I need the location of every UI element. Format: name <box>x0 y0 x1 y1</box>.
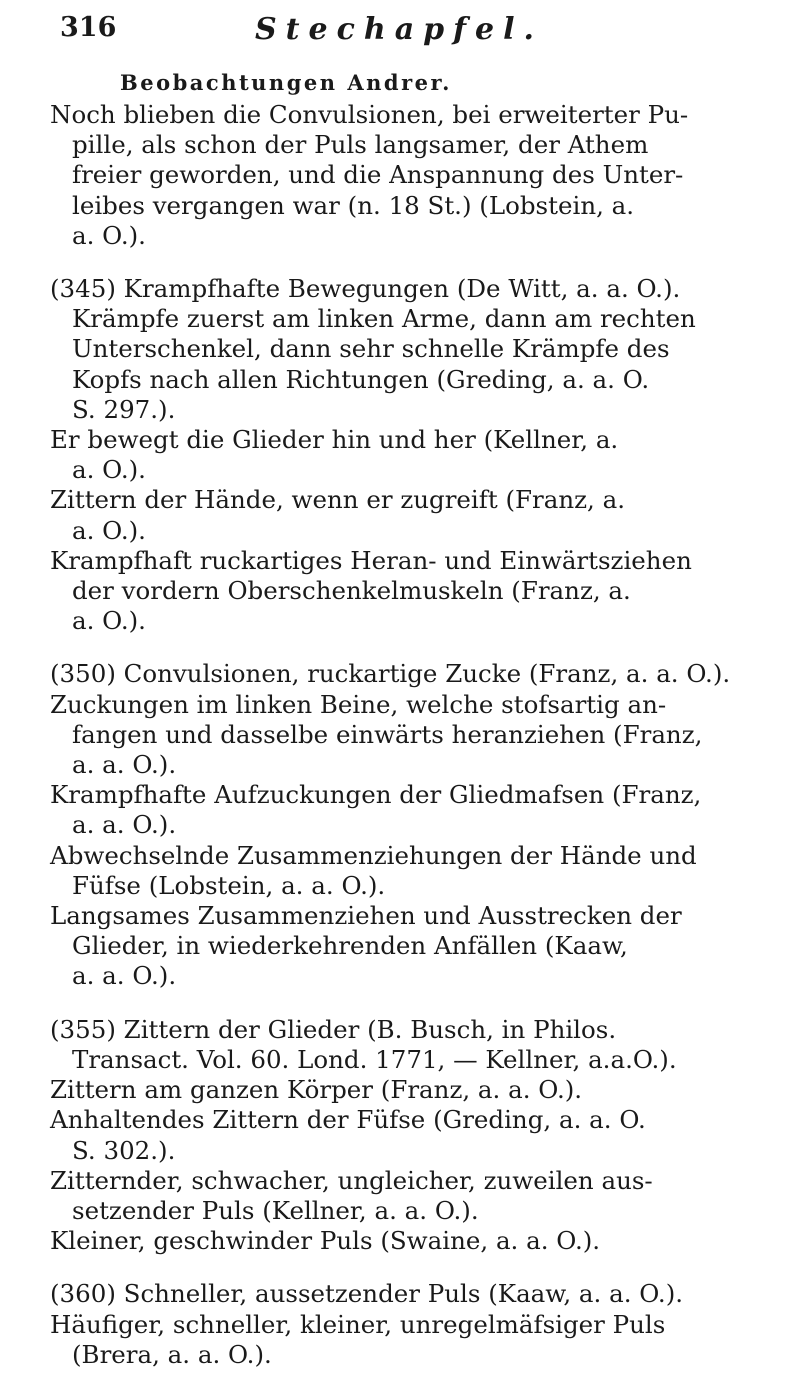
text-line <box>72 334 765 364</box>
line-text: der vordern Oberschenkelmuskeln (Franz, a. <box>72 576 631 606</box>
text-line <box>50 1075 765 1105</box>
line-text: Häufiger, schneller, kleiner, unregelmäfsiger Puls <box>50 1309 666 1339</box>
text-line <box>50 545 765 576</box>
line-text: leibes vergangen war (n. 18 St.) (Lobstein, a. <box>72 190 635 220</box>
page-number: 316 <box>60 12 117 43</box>
line-text: a. O.). <box>72 515 146 545</box>
line-text: a. a. O.). <box>72 961 177 991</box>
text-line <box>72 961 765 991</box>
text-line <box>50 659 765 689</box>
text-line <box>72 871 765 901</box>
line-text: a. O.). <box>72 606 146 636</box>
line-text: Füfse (Lobstein, a. a. O.). <box>72 870 386 900</box>
text-line <box>50 1309 765 1340</box>
text-line <box>72 191 765 221</box>
line-text: Er bewegt die Glieder hin und her (Kellner, a. <box>50 425 619 455</box>
text-line <box>72 1136 765 1166</box>
entry <box>50 1015 765 1075</box>
line-text: Abwechselnde Zusammenziehungen der Hände und <box>50 840 697 870</box>
section-heading: Beobachtungen Andrer. <box>120 70 452 95</box>
line-text: Anhaltendes Zittern der Füfse (Greding, a. a. O. <box>50 1105 646 1135</box>
line-text: S. 297.). <box>72 394 176 424</box>
line-text: Zitternder, schwacher, ungleicher, zuweilen aus- <box>50 1165 653 1195</box>
line-text: a. a. O.). <box>72 750 177 780</box>
line-text: a. a. O.). <box>72 810 177 840</box>
text-line <box>72 365 765 395</box>
text-line <box>72 606 765 636</box>
entry <box>50 1105 765 1165</box>
text-line <box>72 160 765 190</box>
line-text: Schneller, aussetzender Puls (Kaaw, a. a. O.). <box>123 1279 684 1309</box>
text-line <box>50 901 765 931</box>
entry <box>50 425 765 485</box>
text-line <box>72 130 765 160</box>
line-text: Zittern der Hände, wenn er zugreift (Franz, a. <box>50 485 625 515</box>
text-line <box>50 100 765 130</box>
entry <box>50 1075 765 1105</box>
text-line <box>72 221 765 251</box>
line-text: a. O.). <box>72 220 146 250</box>
line-text: fangen und dasselbe einwärts heranziehen (Franz, <box>72 719 703 749</box>
line-text: Krampfhafte Bewegungen (De Witt, a. a. O.). <box>123 274 681 304</box>
entry <box>50 546 765 637</box>
line-text: Convulsionen, ruckartige Zucke (Franz, a. a. O.). <box>123 659 731 689</box>
paragraph-number: (360) <box>50 1279 124 1309</box>
text-line <box>50 689 765 720</box>
text-line <box>72 395 765 425</box>
text-line <box>72 720 765 750</box>
text-line <box>72 750 765 780</box>
line-text: Glieder, in wiederkehrenden Anfällen (Kaaw, <box>72 931 628 961</box>
line-text: a. O.). <box>72 455 146 485</box>
text-line <box>72 576 765 606</box>
entry <box>50 1166 765 1226</box>
text-line <box>50 1279 765 1309</box>
line-text: Kopfs nach allen Richtungen (Greding, a. a. O. <box>72 364 650 394</box>
entry <box>50 1310 765 1370</box>
line-text: freier geworden, und die Anspannung des Unter- <box>72 160 684 190</box>
line-text: Zittern der Glieder (B. Busch, in Philos. <box>123 1014 617 1044</box>
entry <box>50 841 765 901</box>
page-header <box>60 12 760 52</box>
line-text: Kleiner, geschwinder Puls (Swaine, a. a. O.). <box>50 1226 601 1256</box>
line-text: setzender Puls (Kellner, a. a. O.). <box>72 1195 479 1225</box>
entry <box>50 1226 765 1256</box>
line-text: Zuckungen im linken Beine, welche stofsartig an- <box>50 689 667 719</box>
line-text: Unterschenkel, dann sehr schnelle Krämpfe des <box>72 334 670 364</box>
text-line <box>50 485 765 515</box>
entry <box>50 690 765 781</box>
paragraph-number: (355) <box>50 1014 124 1044</box>
entry <box>50 659 765 689</box>
entry <box>50 1279 765 1309</box>
line-text: S. 302.). <box>72 1135 176 1165</box>
text-line <box>50 1105 765 1135</box>
entry <box>50 274 765 425</box>
text-line <box>72 810 765 840</box>
entry <box>50 100 765 251</box>
paragraph-number: (350) <box>50 659 124 689</box>
entry <box>50 780 765 840</box>
text-line <box>50 1014 765 1045</box>
page-body <box>50 100 765 1393</box>
line-text: Krampfhaft ruckartiges Heran- und Einwärtsziehen <box>50 545 692 575</box>
line-text: Krämpfe zuerst am linken Arme, dann am rechten <box>72 304 696 334</box>
text-line <box>50 1226 765 1256</box>
text-line <box>50 425 765 455</box>
line-text: Krampfhafte Aufzuckungen der Gliedmafsen (Franz, <box>50 780 702 810</box>
text-line <box>50 780 765 810</box>
text-line <box>50 1165 765 1196</box>
text-line <box>50 274 765 304</box>
entry <box>50 485 765 545</box>
line-text: Noch blieben die Convulsionen, bei erweiterter Pu- <box>50 100 689 129</box>
running-title: Stechapfel. <box>255 12 543 47</box>
entry <box>50 901 765 992</box>
text-line <box>72 304 765 334</box>
line-text: Zittern am ganzen Körper (Franz, a. a. O.). <box>50 1075 583 1105</box>
text-line <box>50 840 765 871</box>
text-line <box>72 1196 765 1226</box>
text-line <box>72 1340 765 1370</box>
text-line <box>72 931 765 961</box>
line-text: (Brera, a. a. O.). <box>72 1339 272 1369</box>
paragraph-number: (345) <box>50 274 124 304</box>
line-text: Langsames Zusammenziehen und Ausstrecken der <box>50 901 682 931</box>
line-text: Transact. Vol. 60. Lond. 1771, — Kellner, a.a.O.). <box>72 1044 677 1074</box>
text-line <box>72 455 765 485</box>
text-line <box>72 516 765 546</box>
line-text: pille, als schon der Puls langsamer, der Athem <box>72 130 649 160</box>
text-line <box>72 1045 765 1075</box>
